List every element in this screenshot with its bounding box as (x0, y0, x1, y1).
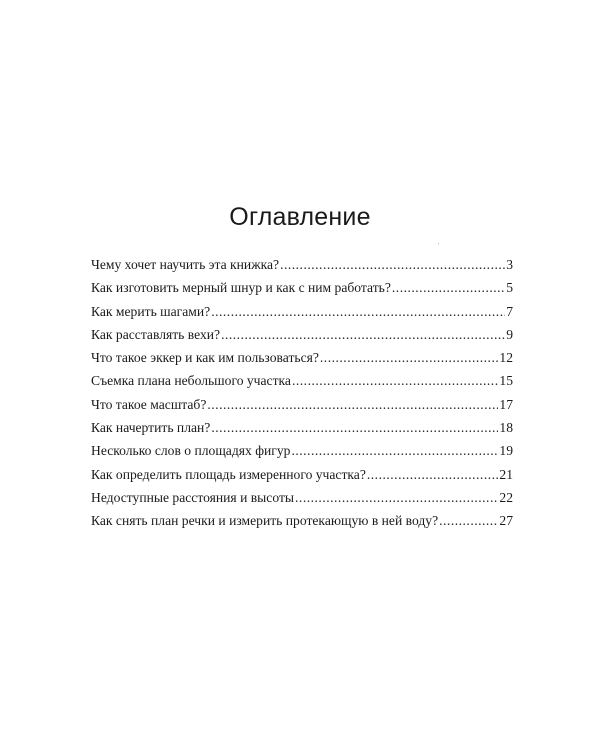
toc-dot-leader (367, 463, 499, 486)
toc-entry-title: Чему хочет научить эта книжка? (91, 257, 280, 272)
toc-entry-title: Съемка плана небольшого участка (91, 373, 291, 389)
toc-dot-leader (320, 346, 499, 369)
toc-entry-title: Как изготовить мерный шнур и как с ним работать? (91, 280, 391, 296)
toc-entry[interactable] (91, 323, 513, 346)
toc-page-number: 18 (499, 420, 513, 436)
toc-dot-leader (207, 393, 498, 416)
paper-speck (438, 243, 439, 244)
toc-entry[interactable] (91, 300, 513, 323)
toc-page-number: 12 (499, 350, 513, 366)
toc-page-number: 15 (499, 373, 513, 389)
toc-dot-leader (292, 369, 498, 392)
toc-entry[interactable] (91, 253, 513, 276)
toc-page-number: 22 (499, 489, 513, 505)
toc-entry-title: Как определить площадь измеренного участка? (91, 466, 366, 482)
toc-entry-title: Как начертить план? (91, 420, 211, 436)
table-of-contents (91, 253, 513, 533)
toc-entry[interactable] (91, 439, 513, 462)
toc-entry-title: Как мерить шагами? (91, 303, 211, 319)
toc-entry-title: Несколько слов о площадях фигур (91, 443, 291, 459)
toc-entry-title: Что такое эккер и как им пользоваться? (91, 350, 319, 366)
toc-entry-title: Как снять план речки и измерить протекающую в ней воду? (91, 513, 439, 529)
toc-page-number: 7 (506, 303, 513, 319)
page-title: Оглавление (229, 203, 371, 231)
toc-entry-title: Что такое масштаб? (91, 396, 207, 412)
toc-dot-leader (295, 486, 498, 509)
toc-entry-title: Как расставлять вехи? (91, 326, 221, 342)
toc-dot-leader (221, 323, 505, 346)
toc-dot-leader (280, 253, 505, 276)
toc-page-number: 21 (499, 466, 513, 482)
toc-entry[interactable] (91, 393, 513, 416)
toc-dot-leader (291, 439, 498, 462)
toc-entry-title: Недоступные расстояния и высоты (91, 489, 295, 505)
toc-entry[interactable] (91, 416, 513, 439)
toc-dot-leader (392, 276, 505, 299)
toc-dot-leader (211, 416, 498, 439)
toc-entry[interactable] (91, 276, 513, 299)
toc-page-number: 5 (506, 280, 513, 296)
toc-page-number: 19 (499, 443, 513, 459)
toc-dot-leader (211, 300, 505, 323)
toc-dot-leader (439, 509, 498, 532)
toc-entry[interactable] (91, 346, 513, 369)
toc-entry[interactable] (91, 509, 513, 532)
toc-entry[interactable] (91, 369, 513, 392)
toc-page-number: 3 (506, 257, 513, 272)
toc-entry[interactable] (91, 486, 513, 509)
toc-page-number: 17 (499, 396, 513, 412)
toc-page-number: 9 (506, 326, 513, 342)
toc-page-number: 27 (499, 513, 513, 529)
toc-entry[interactable] (91, 463, 513, 486)
